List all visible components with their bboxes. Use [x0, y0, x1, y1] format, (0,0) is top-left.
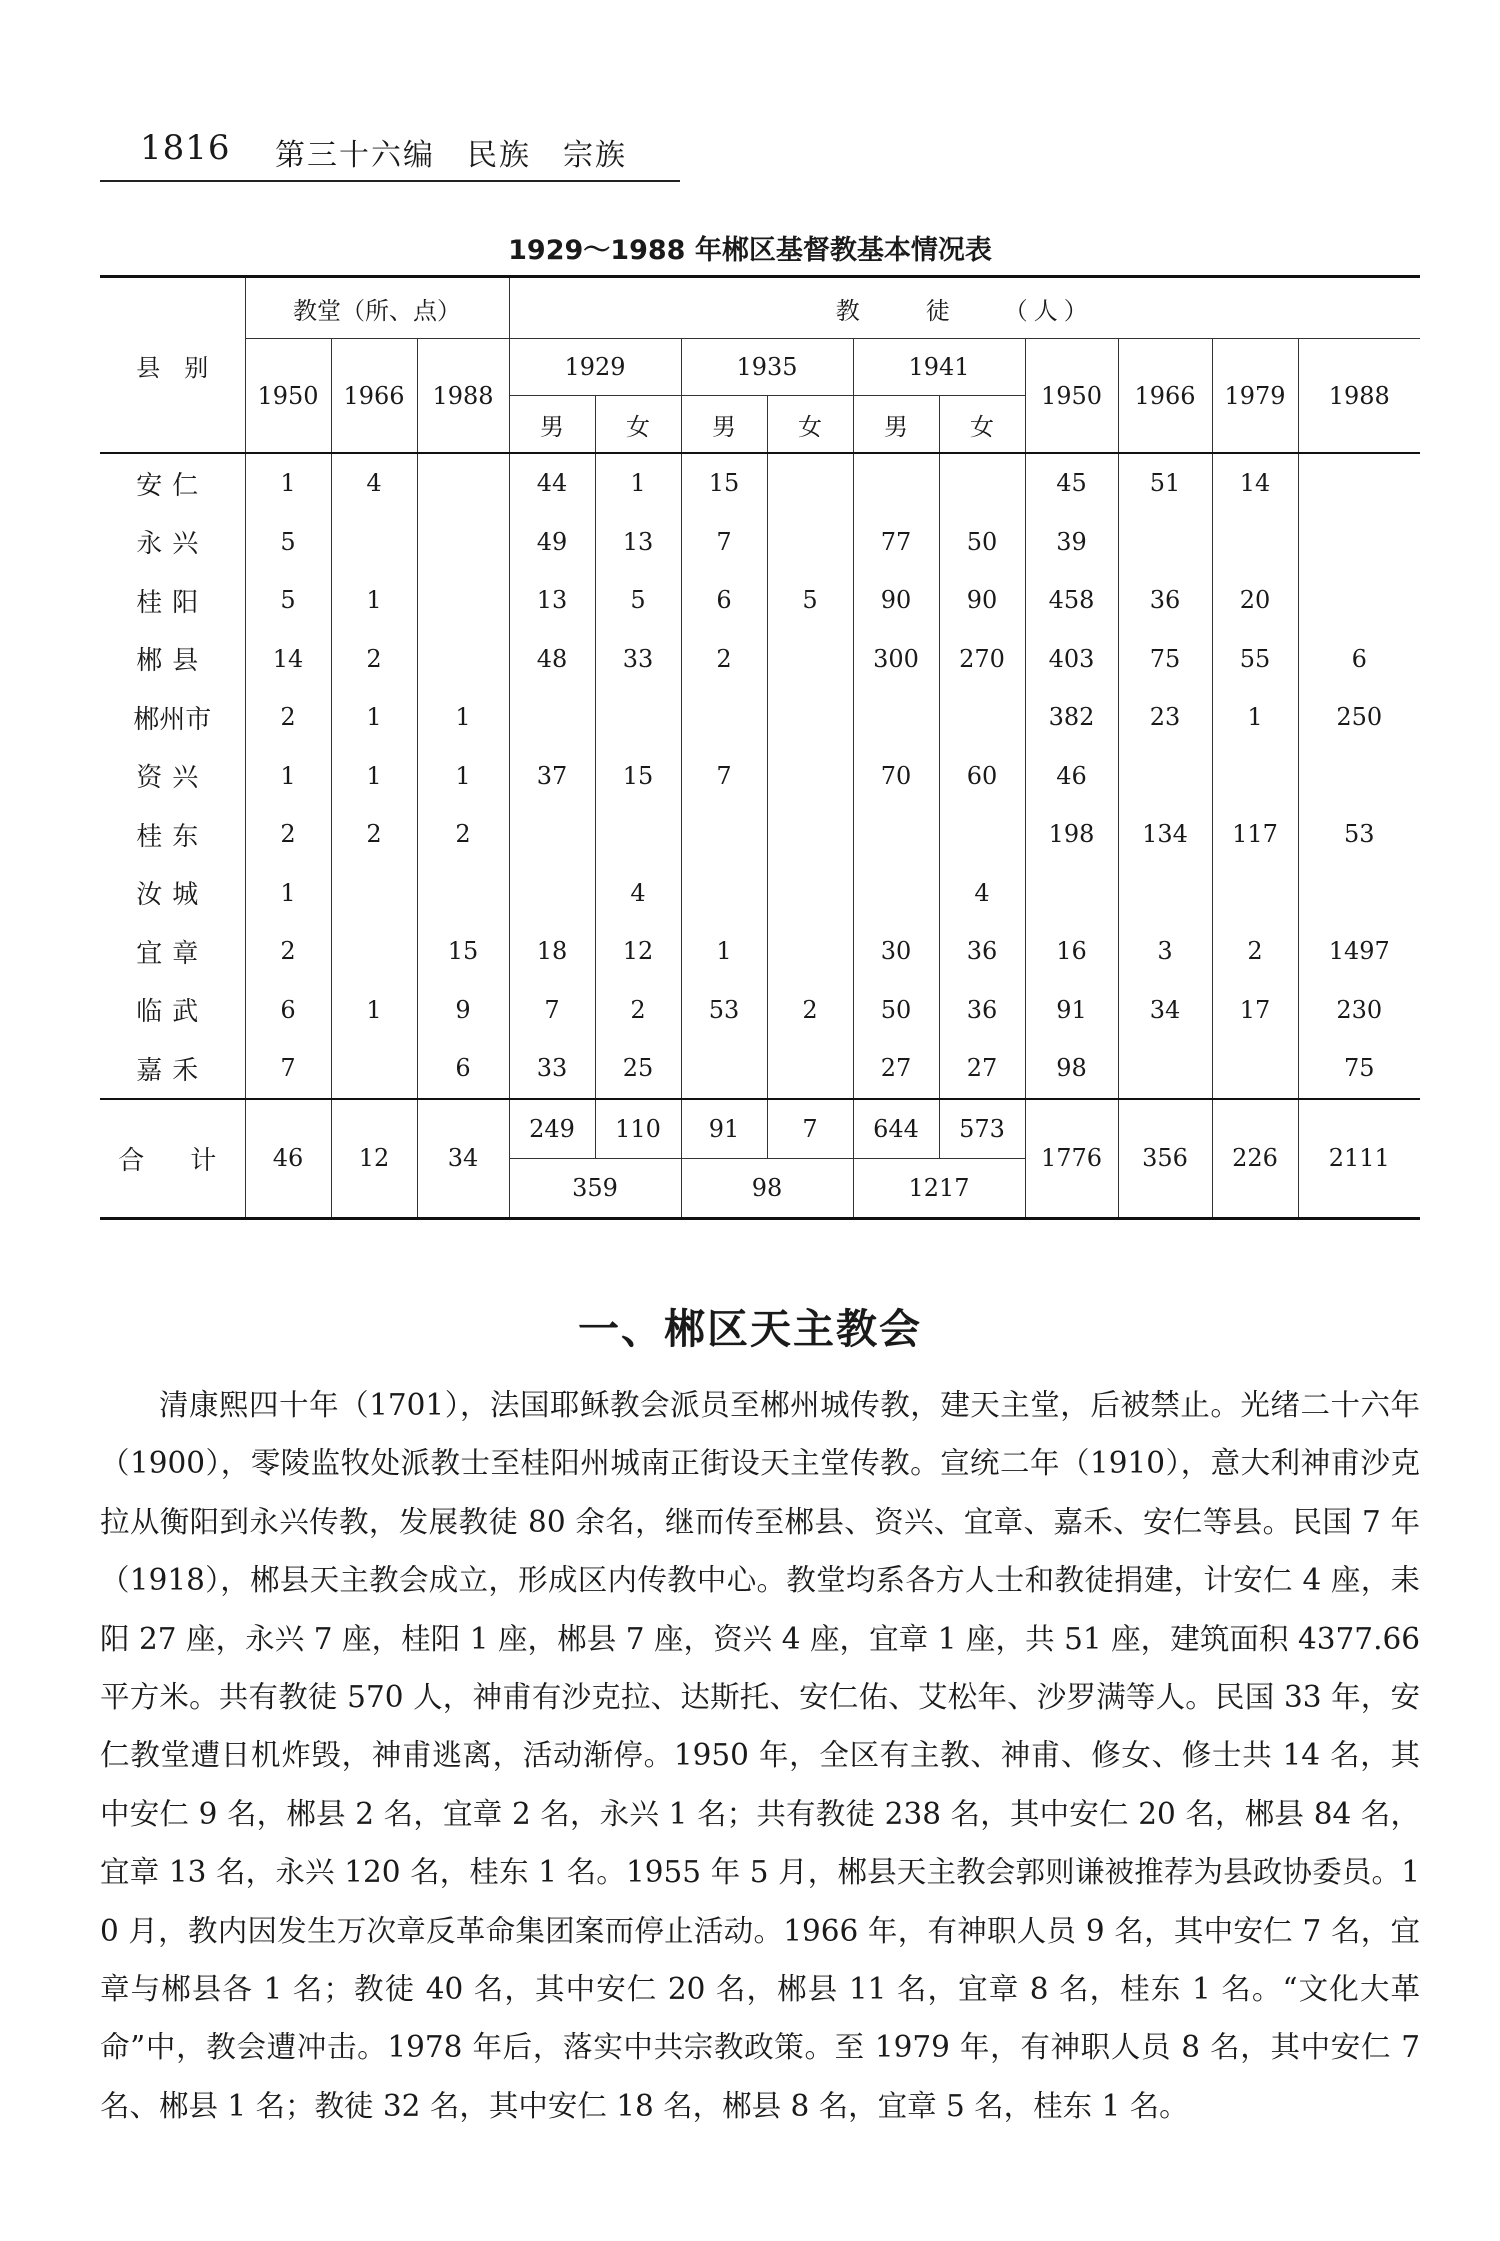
- column-header-church-year: 1950: [245, 339, 331, 454]
- table-cell: [417, 571, 509, 630]
- table-cell: [767, 805, 853, 864]
- table-cell: 15: [681, 453, 767, 513]
- table-cell: [853, 864, 939, 923]
- table-cell: 90: [939, 571, 1025, 630]
- page-number: 1816: [140, 128, 231, 168]
- total-cell: 644: [853, 1099, 939, 1159]
- column-group-believers: 教 徒 （人）: [509, 277, 1420, 339]
- table-cell: [939, 805, 1025, 864]
- table-cell: 36: [939, 981, 1025, 1040]
- column-header-split-year: 1929: [509, 339, 681, 396]
- table-cell: [1212, 513, 1298, 572]
- table-row: [100, 805, 1420, 864]
- table-cell: 53: [681, 981, 767, 1040]
- table-cell: [331, 864, 417, 923]
- table-cell: 25: [595, 1039, 681, 1099]
- table-cell: 15: [595, 747, 681, 806]
- table-cell: 37: [509, 747, 595, 806]
- table-cell: [417, 864, 509, 923]
- table-cell: [1118, 513, 1212, 572]
- table-cell: [1212, 864, 1298, 923]
- table-cell: 1: [245, 864, 331, 923]
- total-label: 合 计: [100, 1099, 245, 1219]
- table-row: [100, 630, 1420, 689]
- column-header-believer-year: 1950: [1025, 339, 1118, 454]
- table-cell: [681, 864, 767, 923]
- table-cell: 1: [681, 922, 767, 981]
- table-cell: 14: [1212, 453, 1298, 513]
- table-row: [100, 981, 1420, 1040]
- column-group-churches: 教堂（所、点）: [245, 277, 509, 339]
- column-header-church-year: 1966: [331, 339, 417, 454]
- table-cell: 7: [681, 747, 767, 806]
- table-cell: 49: [509, 513, 595, 572]
- table-cell: [681, 1039, 767, 1099]
- county-name: 郴州市: [100, 688, 245, 747]
- table-cell: 270: [939, 630, 1025, 689]
- table-cell: 230: [1298, 981, 1420, 1040]
- table-cell: 91: [1025, 981, 1118, 1040]
- total-cell: 226: [1212, 1099, 1298, 1219]
- table-cell: 48: [509, 630, 595, 689]
- table-cell: [331, 1039, 417, 1099]
- table-cell: 300: [853, 630, 939, 689]
- total-row: [100, 1099, 1420, 1159]
- table-cell: 7: [245, 1039, 331, 1099]
- subtotal-cell: 98: [681, 1158, 853, 1218]
- total-cell: 249: [509, 1099, 595, 1159]
- table-cell: 23: [1118, 688, 1212, 747]
- table-row: [100, 1039, 1420, 1099]
- total-cell: 7: [767, 1099, 853, 1159]
- total-cell: 1776: [1025, 1099, 1118, 1219]
- table-row: [100, 922, 1420, 981]
- table-cell: 13: [509, 571, 595, 630]
- column-header-split-year: 1941: [853, 339, 1025, 396]
- table-cell: 1: [331, 688, 417, 747]
- table-cell: 458: [1025, 571, 1118, 630]
- table-cell: [1298, 747, 1420, 806]
- table-cell: 39: [1025, 513, 1118, 572]
- table-cell: 75: [1298, 1039, 1420, 1099]
- table-cell: [595, 805, 681, 864]
- table-cell: 9: [417, 981, 509, 1040]
- table-cell: [1118, 864, 1212, 923]
- running-head: [100, 128, 680, 182]
- table-cell: [1298, 453, 1420, 513]
- table-cell: [1118, 1039, 1212, 1099]
- total-cell: 573: [939, 1099, 1025, 1159]
- table-cell: 1: [245, 453, 331, 513]
- table-cell: [1212, 1039, 1298, 1099]
- table-cell: 7: [681, 513, 767, 572]
- table-cell: [767, 1039, 853, 1099]
- section-title: 一、郴区天主教会: [578, 1305, 922, 1353]
- column-header-male: 男: [509, 396, 595, 454]
- table-cell: 1: [245, 747, 331, 806]
- table-cell: 18: [509, 922, 595, 981]
- table-cell: 51: [1118, 453, 1212, 513]
- table-cell: 2: [1212, 922, 1298, 981]
- table-row: [100, 513, 1420, 572]
- table-cell: 2: [245, 922, 331, 981]
- table-cell: 14: [245, 630, 331, 689]
- column-header-split-year: 1935: [681, 339, 853, 396]
- table-cell: [939, 453, 1025, 513]
- county-name: 嘉禾: [100, 1039, 245, 1099]
- table-cell: [1298, 571, 1420, 630]
- table-cell: 117: [1212, 805, 1298, 864]
- column-header-believer-year: 1966: [1118, 339, 1212, 454]
- table-cell: [417, 453, 509, 513]
- table-cell: 403: [1025, 630, 1118, 689]
- county-name: 永兴: [100, 513, 245, 572]
- table-cell: 45: [1025, 453, 1118, 513]
- table-cell: 1: [331, 571, 417, 630]
- county-name: 桂阳: [100, 571, 245, 630]
- table-cell: 4: [939, 864, 1025, 923]
- table-cell: 4: [331, 453, 417, 513]
- county-name: 资兴: [100, 747, 245, 806]
- table-cell: 2: [245, 688, 331, 747]
- county-name: 安仁: [100, 453, 245, 513]
- table-row: [100, 571, 1420, 630]
- table-cell: 17: [1212, 981, 1298, 1040]
- table-cell: 2: [417, 805, 509, 864]
- subtotal-cell: 1217: [853, 1158, 1025, 1218]
- table-cell: 27: [853, 1039, 939, 1099]
- table-cell: 33: [595, 630, 681, 689]
- table-body: [100, 453, 1420, 1218]
- table-cell: [767, 864, 853, 923]
- column-header-church-year: 1988: [417, 339, 509, 454]
- column-header-female: 女: [939, 396, 1025, 454]
- statistics-table-container: [100, 275, 1420, 1220]
- table-cell: [1025, 864, 1118, 923]
- table-cell: [417, 630, 509, 689]
- table-cell: [1298, 513, 1420, 572]
- table-cell: 6: [245, 981, 331, 1040]
- table-cell: [853, 688, 939, 747]
- table-cell: [681, 805, 767, 864]
- column-header-female: 女: [767, 396, 853, 454]
- table-cell: [681, 688, 767, 747]
- table-cell: 2: [595, 981, 681, 1040]
- table-cell: 15: [417, 922, 509, 981]
- table-cell: 20: [1212, 571, 1298, 630]
- column-header-county: 县 别: [100, 277, 245, 454]
- table-cell: 55: [1212, 630, 1298, 689]
- table-cell: [853, 805, 939, 864]
- table-cell: 77: [853, 513, 939, 572]
- table-cell: 1: [417, 688, 509, 747]
- table-cell: 70: [853, 747, 939, 806]
- table-cell: [509, 864, 595, 923]
- table-cell: 7: [509, 981, 595, 1040]
- county-name: 临武: [100, 981, 245, 1040]
- table-cell: 1: [417, 747, 509, 806]
- table-cell: 6: [417, 1039, 509, 1099]
- running-title: 第三十六编 民族 宗族: [275, 138, 627, 173]
- subtotal-cell: 359: [509, 1158, 681, 1218]
- table-row: [100, 747, 1420, 806]
- column-header-believer-year: 1988: [1298, 339, 1420, 454]
- table-cell: 60: [939, 747, 1025, 806]
- column-header-male: 男: [853, 396, 939, 454]
- table-cell: 36: [939, 922, 1025, 981]
- body-paragraph: 清康熙四十年（1701），法国耶稣教会派员至郴州城传教，建天主堂，后被禁止。光绪二十六年（1900），零陵监牧处派教士至桂阳州城南正街设天主堂传教。宣统二年（1910），意大利神甫沙克拉从衡阳到永兴传教，发展教徒 80 余名，继而传至郴县、资兴、宜章、嘉禾、安仁等县。民国 7 年（1918），郴县天主教会成立，形成区内传教中心。教堂均系各方人士和教徒捐建，计安仁 4 座，耒阳 27 座，永兴 7 座，桂阳 1 座，郴县 7 座，资兴 4 座，宜章 1 座，共 51 座，建筑面积 4377.66 平方米。共有教徒 570 人，神甫有沙克拉、达斯托、安仁佑、艾松年、沙罗满等人。民国 33 年，安仁教堂遭日机炸毁，神甫逃离，活动渐停。1950 年，全区有主教、神甫、修女、修士共 14 名，其中安仁 9 名，郴县 2 名，宜章 2 名，永兴 1 名；共有教徒 238 名，其中安仁 20 名，郴县 84 名，宜章 13 名，永兴 120 名，桂东 1 名。1955 年 5 月，郴县天主教会郭则谦被推荐为县政协委员。10 月，教内因发生万次章反革命集团案而停止活动。1966 年，有神职人员 9 名，其中安仁 7 名，宜章与郴县各 1 名；教徒 40 名，其中安仁 20 名，郴县 11 名，宜章 8 名，桂东 1 名。“文化大革命”中，教会遭冲击。1978 年后，落实中共宗教政策。至 1979 年，有神职人员 8 名，其中安仁 7 名、郴县 1 名；教徒 32 名，其中安仁 18 名，郴县 8 名，宜章 5 名，桂东 1 名。: [100, 1388, 1420, 2123]
- table-cell: 5: [245, 513, 331, 572]
- table-cell: [1212, 747, 1298, 806]
- table-cell: 46: [1025, 747, 1118, 806]
- table-cell: [331, 922, 417, 981]
- table-cell: [595, 688, 681, 747]
- table-cell: 5: [595, 571, 681, 630]
- table-cell: 250: [1298, 688, 1420, 747]
- table-caption: 1929～1988 年郴区基督教基本情况表: [508, 235, 992, 266]
- total-cell: 34: [417, 1099, 509, 1219]
- total-cell: 12: [331, 1099, 417, 1219]
- table-cell: 4: [595, 864, 681, 923]
- table-cell: 1497: [1298, 922, 1420, 981]
- table-cell: [767, 513, 853, 572]
- table-cell: [853, 453, 939, 513]
- table-cell: 98: [1025, 1039, 1118, 1099]
- christianity-statistics-table: [100, 275, 1420, 1220]
- table-cell: [767, 453, 853, 513]
- total-cell: 356: [1118, 1099, 1212, 1219]
- table-cell: 90: [853, 571, 939, 630]
- table-cell: 27: [939, 1039, 1025, 1099]
- table-cell: [417, 513, 509, 572]
- table-cell: [509, 805, 595, 864]
- county-name: 宜章: [100, 922, 245, 981]
- table-cell: [1118, 747, 1212, 806]
- table-cell: 1: [595, 453, 681, 513]
- table-cell: [509, 688, 595, 747]
- column-header-believer-year: 1979: [1212, 339, 1298, 454]
- table-cell: 2: [331, 630, 417, 689]
- table-cell: 6: [681, 571, 767, 630]
- table-cell: [939, 688, 1025, 747]
- table-cell: 33: [509, 1039, 595, 1099]
- table-cell: [331, 513, 417, 572]
- table-cell: 53: [1298, 805, 1420, 864]
- table-cell: 44: [509, 453, 595, 513]
- table-cell: 1: [1212, 688, 1298, 747]
- table-cell: 34: [1118, 981, 1212, 1040]
- table-cell: 6: [1298, 630, 1420, 689]
- table-cell: 16: [1025, 922, 1118, 981]
- table-cell: 50: [853, 981, 939, 1040]
- table-cell: 2: [331, 805, 417, 864]
- table-cell: 36: [1118, 571, 1212, 630]
- table-cell: 5: [245, 571, 331, 630]
- table-row: [100, 453, 1420, 513]
- table-cell: 30: [853, 922, 939, 981]
- total-cell: 110: [595, 1099, 681, 1159]
- table-cell: 3: [1118, 922, 1212, 981]
- column-header-female: 女: [595, 396, 681, 454]
- county-name: 汝城: [100, 864, 245, 923]
- county-name: 桂东: [100, 805, 245, 864]
- table-cell: 2: [767, 981, 853, 1040]
- total-cell: 91: [681, 1099, 767, 1159]
- column-header-male: 男: [681, 396, 767, 454]
- table-cell: 198: [1025, 805, 1118, 864]
- table-cell: 12: [595, 922, 681, 981]
- table-row: [100, 864, 1420, 923]
- table-cell: [1298, 864, 1420, 923]
- table-cell: [767, 747, 853, 806]
- table-cell: 2: [681, 630, 767, 689]
- table-cell: 13: [595, 513, 681, 572]
- table-cell: 134: [1118, 805, 1212, 864]
- table-cell: 1: [331, 747, 417, 806]
- table-cell: 50: [939, 513, 1025, 572]
- table-cell: [767, 688, 853, 747]
- table-cell: 75: [1118, 630, 1212, 689]
- total-cell: 2111: [1298, 1099, 1420, 1219]
- table-cell: [767, 630, 853, 689]
- county-name: 郴县: [100, 630, 245, 689]
- table-row: [100, 688, 1420, 747]
- table-cell: 382: [1025, 688, 1118, 747]
- table-cell: 2: [245, 805, 331, 864]
- total-cell: 46: [245, 1099, 331, 1219]
- table-cell: 1: [331, 981, 417, 1040]
- table-cell: [767, 922, 853, 981]
- table-cell: 5: [767, 571, 853, 630]
